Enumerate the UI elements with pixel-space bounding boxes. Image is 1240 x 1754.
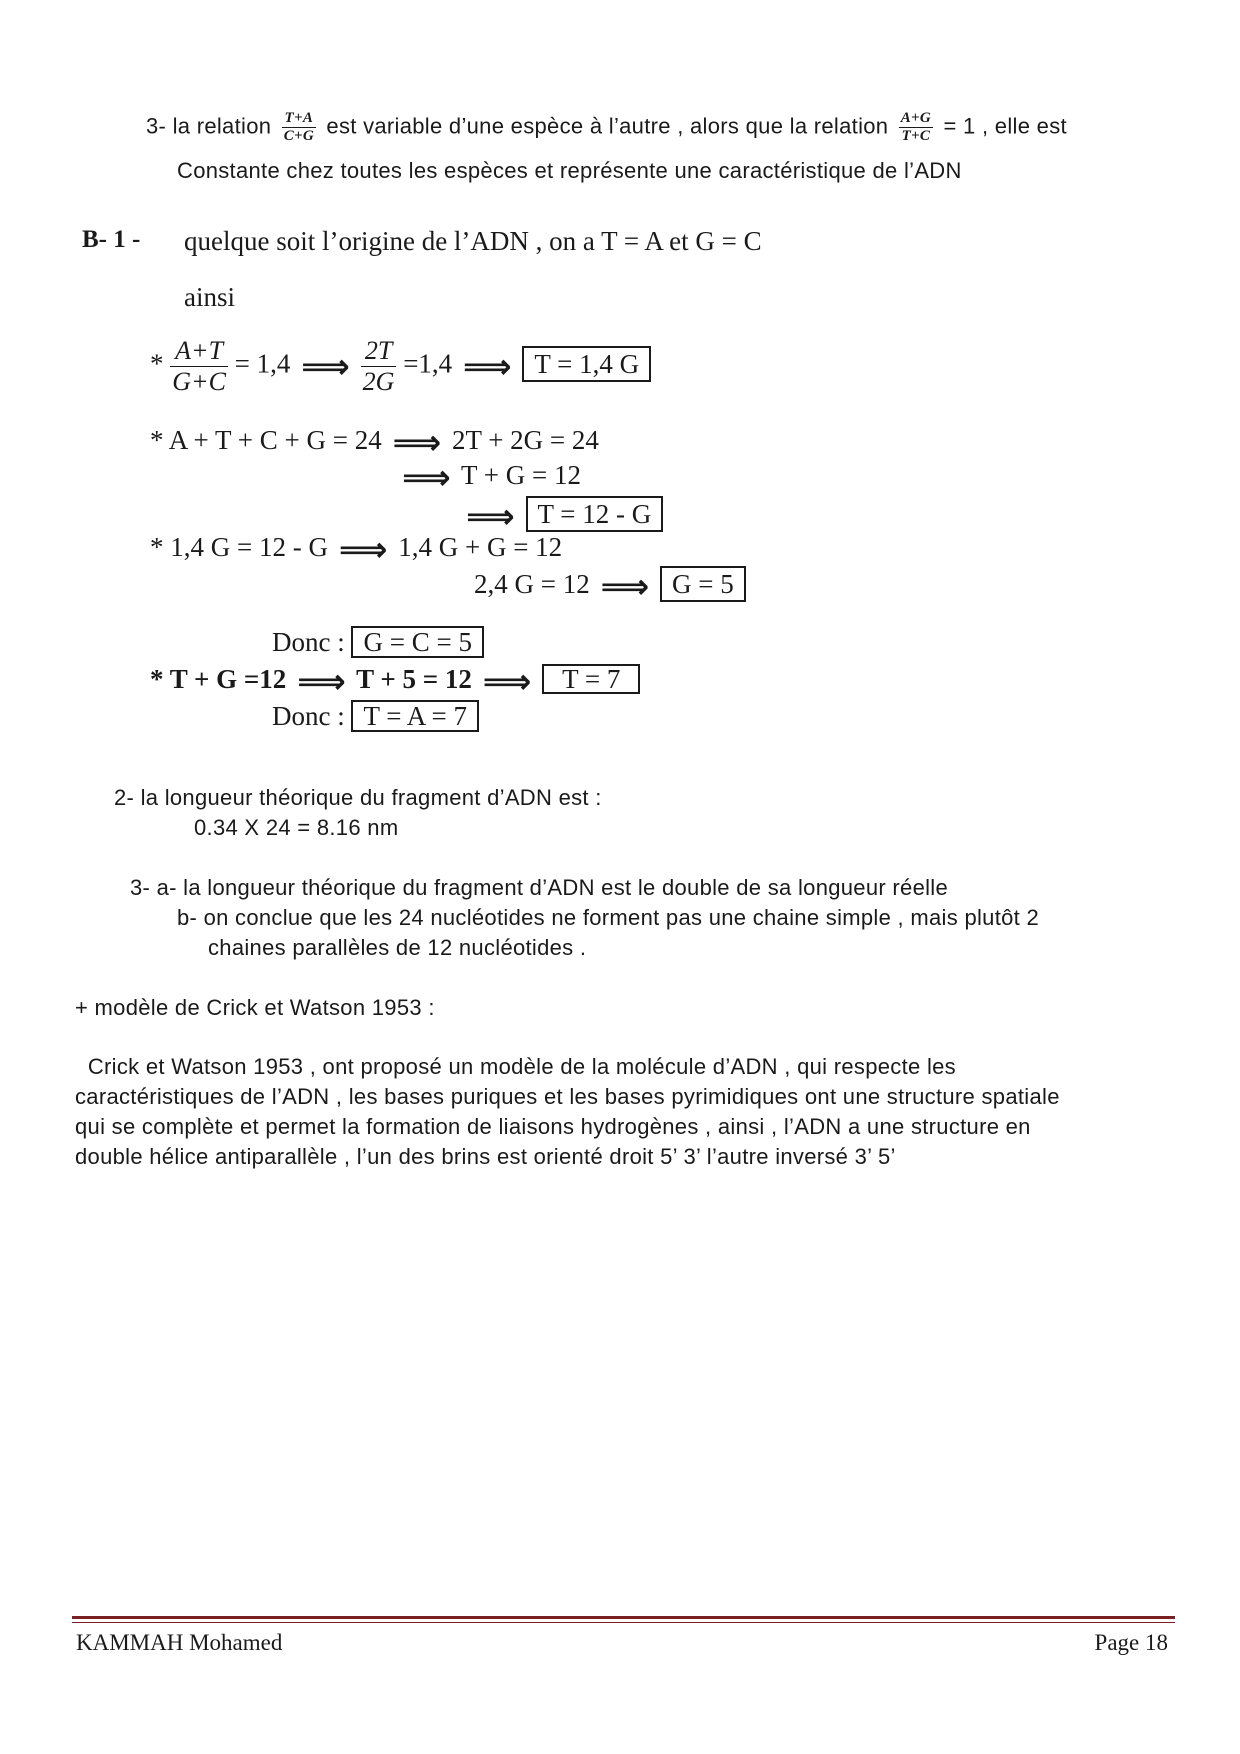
- relation-line: [146, 110, 1067, 145]
- result-box: T = 1,4 G: [522, 346, 651, 382]
- equation-row-8: * T + G =12 ⟹ T + 5 = 12 ⟹ T = 7: [150, 664, 640, 696]
- footer-rule: [72, 1616, 1175, 1619]
- footer-page-number: Page 18: [1094, 1630, 1168, 1655]
- equation-row-9: Donc : T = A = 7: [272, 700, 479, 732]
- model-paragraph-line4: double hélice antiparallèle , l’un des brins est orienté droit 5’ 3’ l’autre inversé 3’ 5’: [75, 1144, 896, 1169]
- implies-arrow-icon: ⟹: [301, 346, 350, 387]
- fraction-2t-2g: $\frac{2T}{2G}$: [362, 336, 395, 396]
- equation-row-6: 2,4 G = 12 ⟹ G = 5: [474, 566, 746, 602]
- implies-arrow-icon: ⟹: [466, 496, 515, 537]
- fraction-ag-tc: $\frac{A+G}{T+C}$: [900, 110, 932, 144]
- model-heading: + modèle de Crick et Watson 1953 :: [75, 995, 435, 1020]
- equation-row-2: * A + T + C + G = 24 ⟹ 2T + 2G = 24: [150, 422, 599, 463]
- relation-suffix: = 1 , elle est: [943, 113, 1067, 139]
- result-box: G = 5: [660, 566, 746, 602]
- result-box: T = 7: [542, 664, 640, 694]
- result-box: T = A = 7: [351, 700, 478, 732]
- relation-prefix: 3- la relation: [146, 113, 272, 139]
- model-paragraph-line3: qui se complète et permet la formation de liaisons hydrogènes , ainsi , l’ADN a une structure en: [75, 1114, 1031, 1139]
- length-calculation: 0.34 X 24 = 8.16 nm: [194, 815, 399, 840]
- relation-middle: est variable d’une espèce à l’autre , alors que la relation: [326, 113, 889, 139]
- implies-arrow-icon: ⟹: [402, 457, 451, 498]
- equation-row-7: Donc : G = C = 5: [272, 626, 484, 658]
- equation-row-5: * 1,4 G = 12 - G ⟹ 1,4 G + G = 12: [150, 529, 563, 570]
- answer-3b-line2: chaines parallèles de 12 nucléotides .: [208, 935, 587, 960]
- answer-3a: 3- a- la longueur théorique du fragment d’ADN est le double de sa longueur réelle: [130, 875, 949, 900]
- implies-arrow-icon: ⟹: [392, 422, 442, 463]
- result-box: G = C = 5: [351, 626, 483, 658]
- result-box: T = 12 - G: [526, 496, 664, 532]
- model-paragraph-line2: caractéristiques de l’ADN , les bases puriques et les bases pyrimidiques ont une structure spatiale: [75, 1084, 1060, 1109]
- part-b-intro: quelque soit l’origine de l’ADN , on a T = A et G = C: [184, 226, 762, 256]
- footer-rule-thin: [72, 1622, 1175, 1623]
- answer-3b-line1: b- on conclue que les 24 nucléotides ne forment pas une chaine simple , mais plutôt 2: [177, 905, 1040, 930]
- fraction-ta-cg: $\frac{T+A}{C+G}$: [283, 110, 314, 144]
- fraction-at-gc: $\frac{A+T}{G+C}$: [172, 336, 226, 396]
- implies-arrow-icon: ⟹: [462, 346, 512, 387]
- equation-row-4: [462, 496, 663, 537]
- implies-arrow-icon: ⟹: [600, 566, 650, 607]
- length-question: 2- la longueur théorique du fragment d’ADN est :: [114, 785, 602, 810]
- equation-row-3: ⟹ T + G = 12: [402, 457, 581, 498]
- part-b-ainsi: ainsi: [184, 282, 235, 312]
- implies-arrow-icon: ⟹: [297, 661, 346, 702]
- implies-arrow-icon: ⟹: [338, 529, 388, 570]
- footer-author: KAMMAH Mohamed: [76, 1630, 283, 1655]
- equation-row-1: * $\frac{A+T}{G+C}$ = 1,4 ⟹ $\frac{2T}{2G}$ =1,4 ⟹ T = 1,4 G: [150, 336, 651, 397]
- implies-arrow-icon: ⟹: [482, 661, 532, 702]
- relation-line2: Constante chez toutes les espèces et représente une caractéristique de l’ADN: [177, 158, 962, 183]
- model-paragraph-line1: Crick et Watson 1953 , ont proposé un modèle de la molécule d’ADN , qui respecte les: [75, 1054, 956, 1079]
- part-b-label: B- 1 -: [82, 226, 141, 253]
